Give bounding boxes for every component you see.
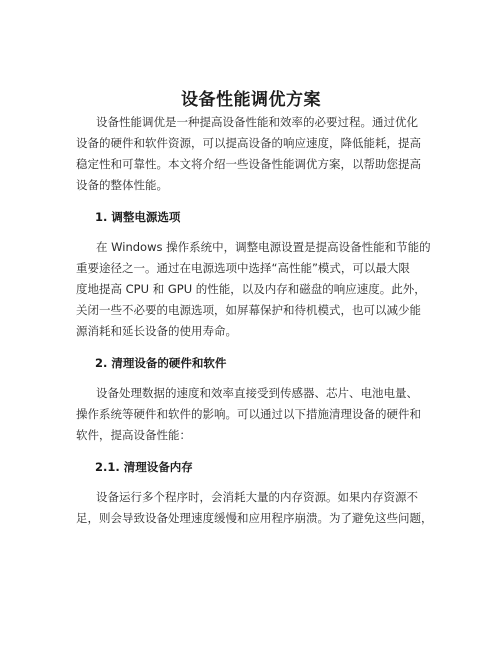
intro-line-3: 稳定性和可靠性。本文将介绍一些设备性能调优方案，以帮助您提高 xyxy=(76,157,421,171)
section-2-1-line-1: 设备运行多个程序时，会消耗大量的内存资源。如果内存资源不 xyxy=(96,490,418,504)
intro-line-2: 设备的硬件和软件资源，可以提高设备的响应速度，降低能耗，提高 xyxy=(76,136,421,150)
section-2-1-heading: 2.1. 清理设备内存 xyxy=(95,460,193,474)
section-2-1-line-2: 足，则会导致设备处理速度缓慢和应用程序崩溃。为了避免这些问题， xyxy=(76,511,433,525)
intro-line-4: 设备的整体性能。 xyxy=(76,178,168,192)
section-1-line-5: 源消耗和延长设备的使用寿命。 xyxy=(76,324,237,338)
section-1-line-3: 度地提高 CPU 和 GPU 的性能，以及内存和磁盘的响应速度。此外， xyxy=(76,282,426,296)
section-1-line-4: 关闭一些不必要的电源选项，如屏幕保护和待机模式，也可以减少能 xyxy=(76,303,421,317)
section-2-heading: 2. 清理设备的硬件和软件 xyxy=(95,356,227,370)
section-2-line-3: 软件，提高设备性能： xyxy=(76,428,191,442)
section-1-heading: 1. 调整电源选项 xyxy=(95,210,181,224)
section-1-line-1: 在 Windows 操作系统中，调整电源设置是提高设备性能和节能的 xyxy=(96,240,431,254)
intro-line-1: 设备性能调优是一种提高设备性能和效率的必要过程。通过优化 xyxy=(96,115,418,129)
section-1-line-2: 重要途径之一。通过在电源选项中选择“高性能”模式，可以最大限 xyxy=(76,261,410,275)
section-2-line-2: 操作系统等硬件和软件的影响。可以通过以下措施清理设备的硬件和 xyxy=(76,407,421,421)
document-title: 设备性能调优方案 xyxy=(181,90,321,110)
section-2-line-1: 设备处理数据的速度和效率直接受到传感器、芯片、电池电量、 xyxy=(96,386,418,400)
